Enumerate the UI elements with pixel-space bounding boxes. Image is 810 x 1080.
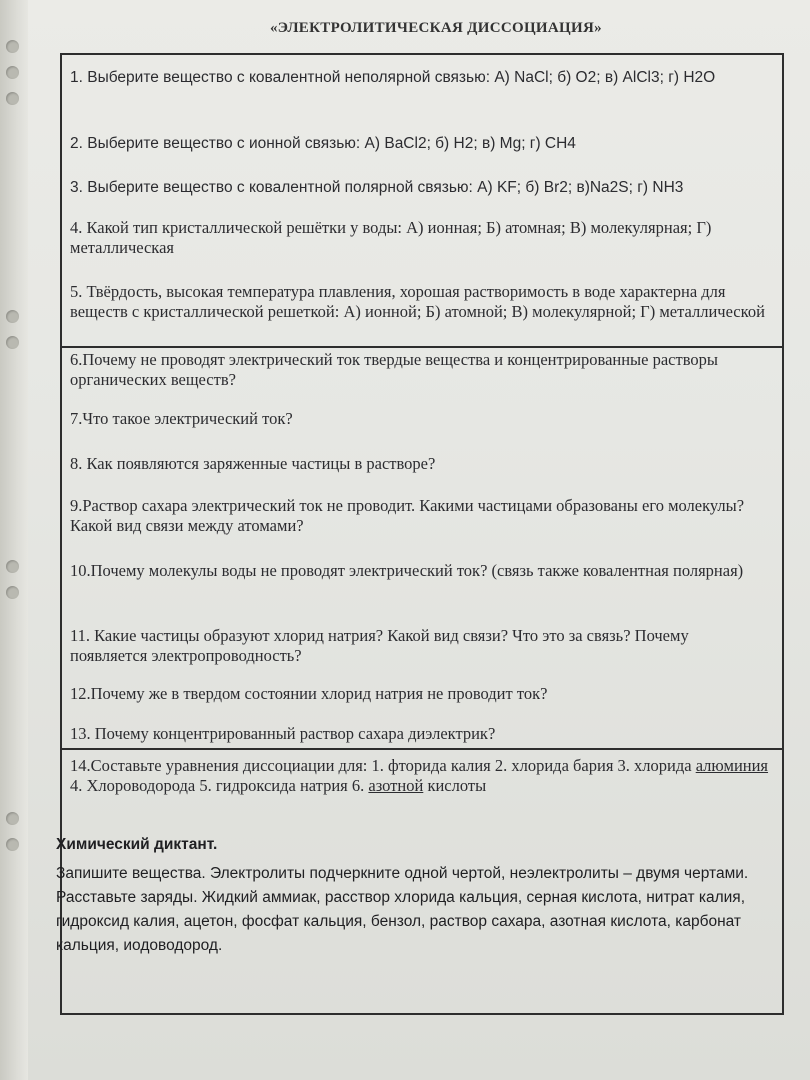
sleeve-binding-edge — [0, 0, 28, 1080]
question-14-underlined-1: алюминия — [695, 756, 769, 775]
section-divider-1 — [60, 346, 782, 348]
binder-hole-icon — [6, 66, 19, 79]
question-14-part3: кислоты — [423, 776, 487, 795]
binder-hole-icon — [6, 560, 19, 573]
frame-top-line — [60, 53, 782, 55]
question-14-part1: 14.Составьте уравнения диссоциации для: 1. фторида калия 2. хлорида бария 3. хлорида — [70, 756, 696, 775]
binder-hole-icon — [6, 336, 19, 349]
binder-hole-icon — [6, 586, 19, 599]
question-1: 1. Выберите вещество с ковалентной неполярной связью: А) NaCl; б) O2; в) AlCl3; г) H2O — [70, 69, 716, 86]
question-14 — [70, 756, 770, 796]
question-10: 10.Почему молекулы воды не проводят электрический ток? (связь также ковалентная полярная) — [70, 561, 744, 580]
question-11: 11. Какие частицы образуют хлорид натрия? Какой вид связи? Что это за связь? Почему появляется электропроводность? — [70, 626, 689, 665]
question-7: 7.Что такое электрический ток? — [70, 409, 293, 428]
page-title: «ЭЛЕКТРОЛИТИЧЕСКАЯ ДИССОЦИАЦИЯ» — [270, 20, 602, 36]
question-12: 12.Почему же в твердом состоянии хлорид натрия не проводит ток? — [70, 684, 548, 703]
question-5: 5. Твёрдость, высокая температура плавления, хорошая растворимость в воде характерна для веществ с кристаллической решеткой: А) ионной; Б) атомной; В) молекулярной; Г) металлической — [70, 282, 765, 321]
binder-hole-icon — [6, 812, 19, 825]
question-13: 13. Почему концентрированный раствор сахара диэлектрик? — [70, 724, 496, 743]
question-8: 8. Как появляются заряженные частицы в растворе? — [70, 454, 436, 473]
binder-hole-icon — [6, 310, 19, 323]
section-divider-2 — [60, 748, 782, 750]
question-14-underlined-2: азотной — [368, 776, 424, 795]
question-4: 4. Какой тип кристаллической решётки у воды: А) ионная; Б) атомная; В) молекулярная; Г) металлическая — [70, 218, 712, 257]
binder-hole-icon — [6, 40, 19, 53]
binder-hole-icon — [6, 838, 19, 851]
question-14-part2: 4. Хлороводорода 5. гидроксида натрия 6. — [70, 776, 369, 795]
dictation-text: Запишите вещества. Электролиты подчеркните одной чертой, неэлектролиты – двумя чертами. Расставьте заряды. Жидкий аммиак, расствор хлорида кальция, серная кислота, нитрат калия, гидроксид калия, ацетон, фосфат кальция, бензол, раствор сахара, азотная кислота, карбонат кальция, иодоводород. — [56, 865, 749, 954]
question-3: 3. Выберите вещество с ковалентной полярной связью: А) KF; б) Br2; в)Na2S; г) NH3 — [70, 179, 684, 196]
dictation-title: Химический диктант. — [56, 836, 218, 853]
question-9: 9.Раствор сахара электрический ток не проводит. Какими частицами образованы его молекулы? Какой вид связи между атомами? — [70, 496, 745, 535]
question-6: 6.Почему не проводят электрический ток твердые вещества и концентрированные растворы органических веществ? — [70, 350, 718, 389]
binder-hole-icon — [6, 92, 19, 105]
question-2: 2. Выберите вещество с ионной связью: А) BaCl2; б) H2; в) Mg; г) CH4 — [70, 135, 576, 152]
